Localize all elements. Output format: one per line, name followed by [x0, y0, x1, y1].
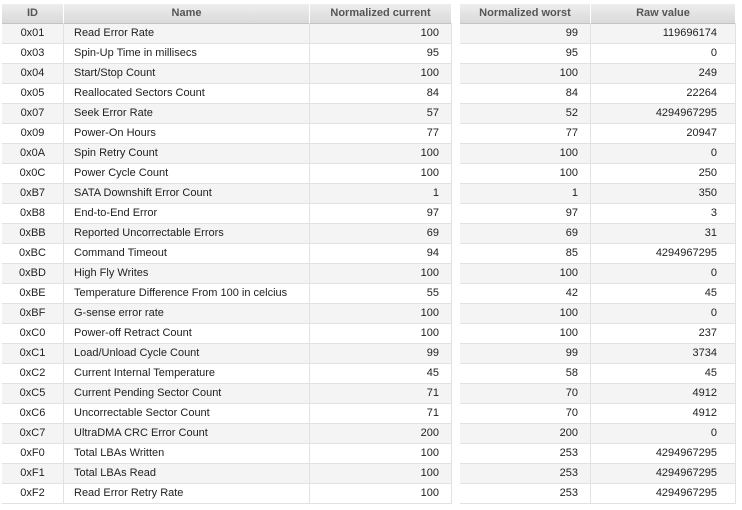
table-row[interactable]	[460, 164, 736, 184]
attribute-id: 0xB7	[2, 184, 64, 203]
normalized-current-value: 100	[310, 444, 452, 463]
attribute-id: 0xBD	[2, 264, 64, 283]
raw-value: 20947	[591, 124, 736, 143]
raw-value: 4294967295	[591, 244, 736, 263]
raw-value: 4294967295	[591, 104, 736, 123]
normalized-worst-value: 69	[460, 224, 591, 243]
table-row[interactable]	[460, 444, 736, 464]
normalized-current-value: 100	[310, 304, 452, 323]
table-row[interactable]	[2, 64, 452, 84]
attribute-name: Reallocated Sectors Count	[64, 84, 310, 103]
attribute-name: SATA Downshift Error Count	[64, 184, 310, 203]
normalized-current-value: 100	[310, 264, 452, 283]
table-row[interactable]	[460, 244, 736, 264]
table-header-right	[460, 4, 736, 24]
normalized-worst-value: 70	[460, 384, 591, 403]
table-row[interactable]	[2, 184, 452, 204]
table-row[interactable]	[2, 84, 452, 104]
normalized-current-value: 97	[310, 204, 452, 223]
table-row[interactable]	[2, 344, 452, 364]
attribute-name: Command Timeout	[64, 244, 310, 263]
normalized-worst-value: 52	[460, 104, 591, 123]
attribute-name: UltraDMA CRC Error Count	[64, 424, 310, 443]
attribute-name: Read Error Retry Rate	[64, 484, 310, 503]
table-row[interactable]	[460, 384, 736, 404]
attribute-id: 0x0C	[2, 164, 64, 183]
attribute-id: 0xBB	[2, 224, 64, 243]
normalized-current-value: 100	[310, 24, 452, 43]
attribute-name: Current Pending Sector Count	[64, 384, 310, 403]
table-row[interactable]	[460, 44, 736, 64]
attribute-id: 0x05	[2, 84, 64, 103]
normalized-current-value: 100	[310, 164, 452, 183]
normalized-worst-value: 1	[460, 184, 591, 203]
normalized-worst-value: 200	[460, 424, 591, 443]
attribute-id: 0xF1	[2, 464, 64, 483]
attribute-id: 0x0A	[2, 144, 64, 163]
table-row[interactable]	[460, 24, 736, 44]
normalized-current-value: 84	[310, 84, 452, 103]
attribute-id: 0x09	[2, 124, 64, 143]
table-row[interactable]	[460, 304, 736, 324]
table-header-left	[2, 4, 452, 24]
attribute-name: Start/Stop Count	[64, 64, 310, 83]
normalized-worst-value: 100	[460, 144, 591, 163]
header-raw-value[interactable]: Raw value	[591, 4, 736, 24]
normalized-worst-value: 77	[460, 124, 591, 143]
table-row[interactable]	[2, 364, 452, 384]
attribute-id: 0xBC	[2, 244, 64, 263]
normalized-worst-value: 58	[460, 364, 591, 383]
attribute-id: 0xC0	[2, 324, 64, 343]
attribute-id: 0xB8	[2, 204, 64, 223]
attribute-name: Total LBAs Written	[64, 444, 310, 463]
normalized-current-value: 1	[310, 184, 452, 203]
table-row[interactable]	[2, 224, 452, 244]
attribute-id: 0xC5	[2, 384, 64, 403]
table-row[interactable]	[2, 44, 452, 64]
table-row[interactable]	[2, 244, 452, 264]
attribute-id: 0x04	[2, 64, 64, 83]
normalized-worst-value: 100	[460, 164, 591, 183]
normalized-current-value: 95	[310, 44, 452, 63]
attribute-id: 0xC6	[2, 404, 64, 423]
table-row[interactable]	[2, 144, 452, 164]
raw-value: 0	[591, 144, 736, 163]
attribute-name: G-sense error rate	[64, 304, 310, 323]
table-row[interactable]	[460, 324, 736, 344]
table-row[interactable]	[2, 324, 452, 344]
table-row[interactable]	[460, 344, 736, 364]
normalized-current-value: 99	[310, 344, 452, 363]
table-row[interactable]	[2, 264, 452, 284]
raw-value: 4294967295	[591, 484, 736, 503]
header-normalized-current[interactable]: Normalized current	[310, 4, 452, 24]
attribute-name: Power-On Hours	[64, 124, 310, 143]
attribute-name: High Fly Writes	[64, 264, 310, 283]
normalized-current-value: 100	[310, 464, 452, 483]
normalized-worst-value: 99	[460, 344, 591, 363]
normalized-worst-value: 100	[460, 304, 591, 323]
attribute-id: 0x03	[2, 44, 64, 63]
normalized-current-value: 100	[310, 144, 452, 163]
attribute-name: Temperature Difference From 100 in celcius	[64, 284, 310, 303]
table-row[interactable]	[2, 464, 452, 484]
table-row[interactable]	[460, 364, 736, 384]
table-row[interactable]	[2, 304, 452, 324]
table-row[interactable]	[460, 84, 736, 104]
raw-value: 0	[591, 424, 736, 443]
raw-value: 31	[591, 224, 736, 243]
table-row[interactable]	[2, 424, 452, 444]
smart-table-left	[2, 4, 452, 504]
normalized-current-value: 71	[310, 384, 452, 403]
table-row[interactable]	[2, 384, 452, 404]
table-row[interactable]	[2, 164, 452, 184]
normalized-worst-value: 100	[460, 64, 591, 83]
table-row[interactable]	[460, 404, 736, 424]
normalized-current-value: 71	[310, 404, 452, 423]
table-body-left	[2, 24, 452, 504]
table-row[interactable]	[460, 204, 736, 224]
raw-value: 250	[591, 164, 736, 183]
normalized-current-value: 57	[310, 104, 452, 123]
attribute-name: Power Cycle Count	[64, 164, 310, 183]
attribute-name: Load/Unload Cycle Count	[64, 344, 310, 363]
raw-value: 3	[591, 204, 736, 223]
table-row[interactable]	[460, 104, 736, 124]
attribute-name: Spin Retry Count	[64, 144, 310, 163]
attribute-id: 0xC1	[2, 344, 64, 363]
table-row[interactable]	[2, 24, 452, 44]
attribute-id: 0xF2	[2, 484, 64, 503]
table-row[interactable]	[2, 404, 452, 424]
table-row[interactable]	[460, 264, 736, 284]
normalized-current-value: 94	[310, 244, 452, 263]
table-body-right	[460, 24, 736, 504]
normalized-current-value: 100	[310, 64, 452, 83]
table-row[interactable]	[2, 284, 452, 304]
table-row[interactable]	[460, 484, 736, 504]
table-row[interactable]	[2, 124, 452, 144]
attribute-name: Reported Uncorrectable Errors	[64, 224, 310, 243]
table-row[interactable]	[460, 424, 736, 444]
attribute-id: 0xC7	[2, 424, 64, 443]
smart-table-right	[460, 4, 736, 504]
table-row[interactable]	[460, 144, 736, 164]
raw-value: 4294967295	[591, 464, 736, 483]
attribute-id: 0x01	[2, 24, 64, 43]
table-row[interactable]	[2, 444, 452, 464]
attribute-name: Seek Error Rate	[64, 104, 310, 123]
normalized-worst-value: 84	[460, 84, 591, 103]
table-row[interactable]	[460, 464, 736, 484]
attribute-name: End-to-End Error	[64, 204, 310, 223]
normalized-worst-value: 85	[460, 244, 591, 263]
attribute-name: Total LBAs Read	[64, 464, 310, 483]
raw-value: 3734	[591, 344, 736, 363]
raw-value: 4912	[591, 384, 736, 403]
raw-value: 249	[591, 64, 736, 83]
raw-value: 4912	[591, 404, 736, 423]
header-name[interactable]: Name	[64, 4, 310, 24]
normalized-worst-value: 97	[460, 204, 591, 223]
table-row[interactable]	[460, 284, 736, 304]
normalized-worst-value: 253	[460, 444, 591, 463]
attribute-id: 0x07	[2, 104, 64, 123]
table-row[interactable]	[460, 184, 736, 204]
attribute-id: 0xC2	[2, 364, 64, 383]
raw-value: 0	[591, 304, 736, 323]
raw-value: 0	[591, 264, 736, 283]
normalized-worst-value: 100	[460, 324, 591, 343]
attribute-name: Uncorrectable Sector Count	[64, 404, 310, 423]
raw-value: 350	[591, 184, 736, 203]
normalized-current-value: 55	[310, 284, 452, 303]
raw-value: 45	[591, 364, 736, 383]
table-row[interactable]	[2, 204, 452, 224]
table-row[interactable]	[460, 224, 736, 244]
header-normalized-worst[interactable]: Normalized worst	[460, 4, 591, 24]
normalized-worst-value: 253	[460, 464, 591, 483]
normalized-worst-value: 253	[460, 484, 591, 503]
normalized-current-value: 200	[310, 424, 452, 443]
normalized-current-value: 100	[310, 324, 452, 343]
attribute-name: Spin-Up Time in millisecs	[64, 44, 310, 63]
raw-value: 119696174	[591, 24, 736, 43]
raw-value: 4294967295	[591, 444, 736, 463]
normalized-current-value: 45	[310, 364, 452, 383]
normalized-worst-value: 42	[460, 284, 591, 303]
normalized-worst-value: 100	[460, 264, 591, 283]
normalized-worst-value: 95	[460, 44, 591, 63]
header-id[interactable]: ID	[2, 4, 64, 24]
raw-value: 237	[591, 324, 736, 343]
attribute-id: 0xF0	[2, 444, 64, 463]
attribute-id: 0xBF	[2, 304, 64, 323]
normalized-worst-value: 70	[460, 404, 591, 423]
normalized-current-value: 77	[310, 124, 452, 143]
attribute-name: Current Internal Temperature	[64, 364, 310, 383]
table-row[interactable]	[2, 104, 452, 124]
attribute-id: 0xBE	[2, 284, 64, 303]
raw-value: 22264	[591, 84, 736, 103]
raw-value: 0	[591, 44, 736, 63]
normalized-worst-value: 99	[460, 24, 591, 43]
table-row[interactable]	[460, 64, 736, 84]
normalized-current-value: 69	[310, 224, 452, 243]
attribute-name: Power-off Retract Count	[64, 324, 310, 343]
raw-value: 45	[591, 284, 736, 303]
normalized-current-value: 100	[310, 484, 452, 503]
table-row[interactable]	[460, 124, 736, 144]
attribute-name: Read Error Rate	[64, 24, 310, 43]
table-row[interactable]	[2, 484, 452, 504]
